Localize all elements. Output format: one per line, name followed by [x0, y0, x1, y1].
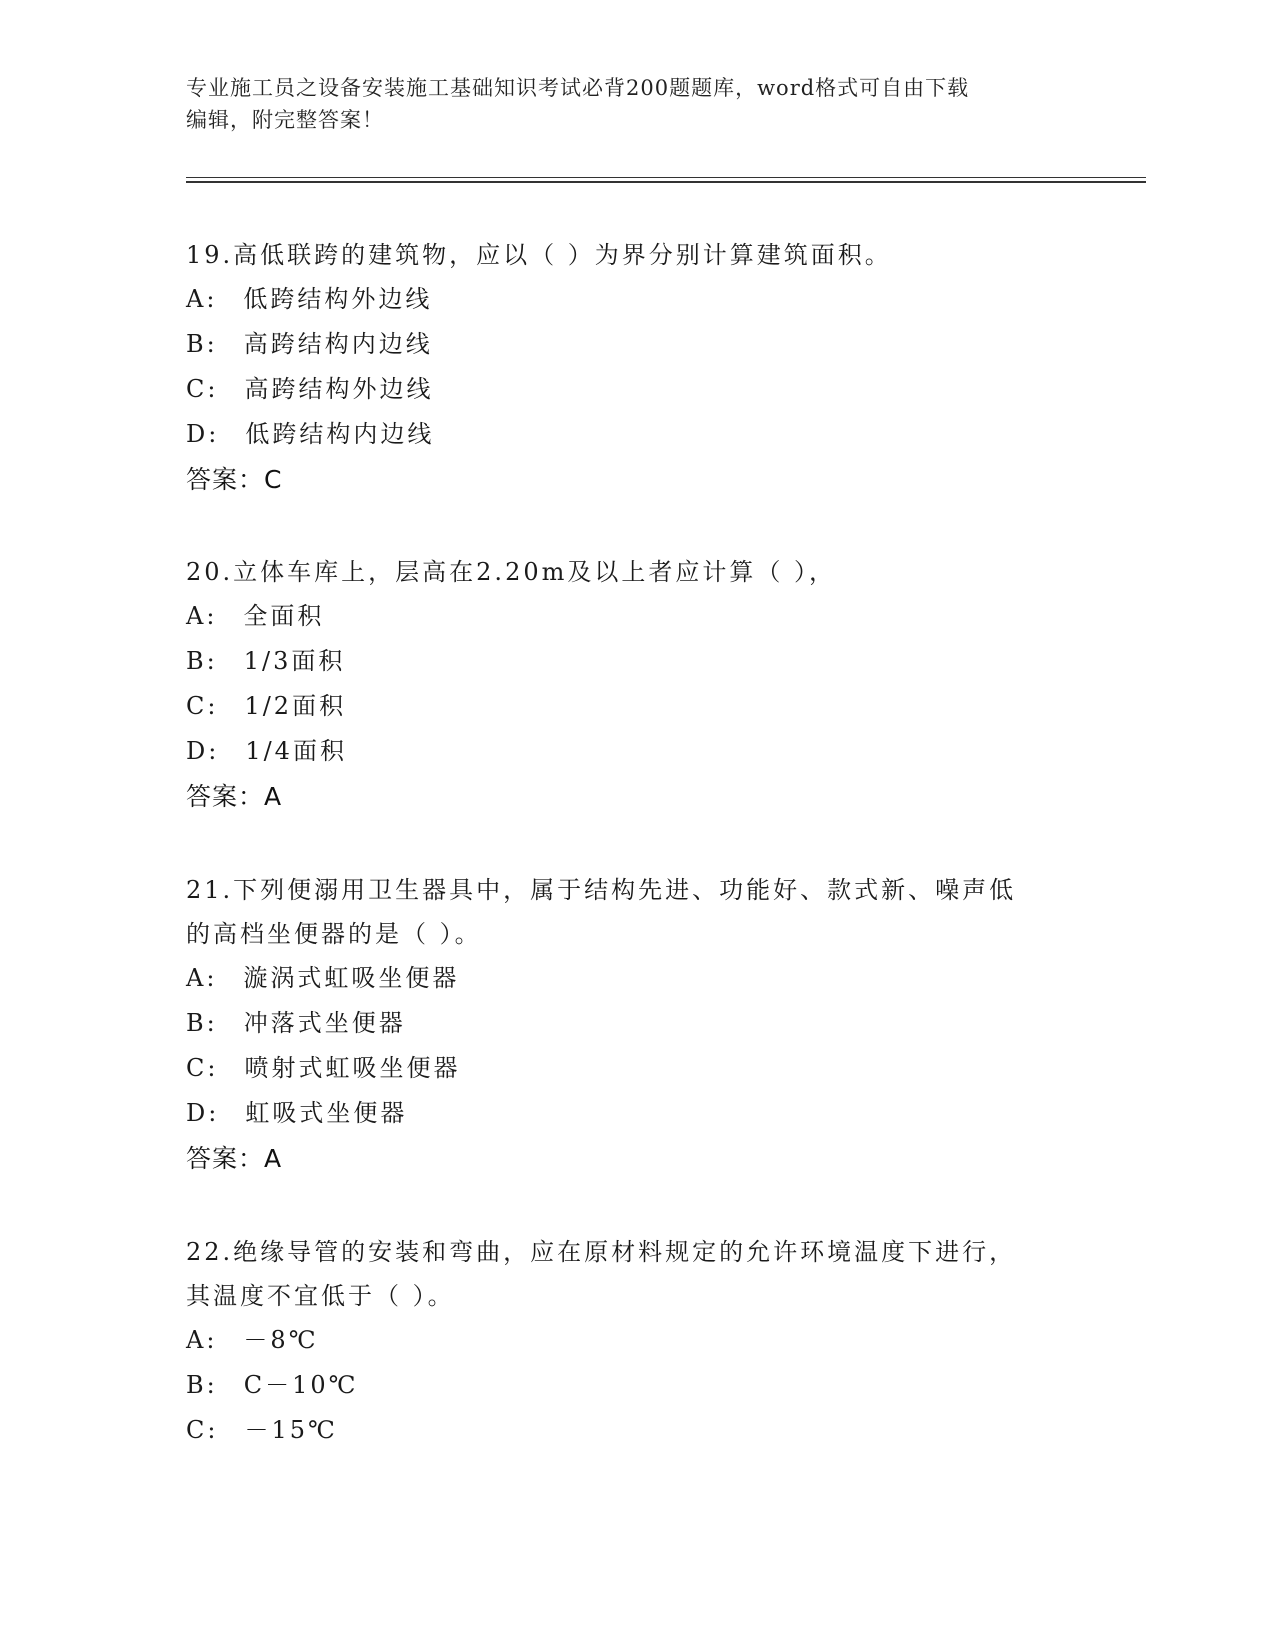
option-text: 1/3面积	[243, 647, 346, 675]
option-letter: D:	[186, 1099, 220, 1127]
question-stem: 22.绝缘导管的安装和弯曲，应在原材料规定的允许环境温度下进行，	[186, 1238, 1017, 1266]
option-letter: B:	[186, 1371, 218, 1399]
option-b	[186, 639, 1086, 684]
option-letter: D:	[186, 737, 220, 765]
header-divider-thin	[186, 177, 1146, 178]
option-b	[186, 1001, 1086, 1046]
option-letter: A:	[186, 285, 218, 313]
option-text: 高跨结构内边线	[243, 330, 433, 358]
option-a	[186, 1318, 1086, 1363]
option-c	[186, 684, 1086, 729]
option-text: 高跨结构外边线	[244, 375, 434, 403]
option-text: 虹吸式坐便器	[245, 1099, 408, 1127]
option-letter: C:	[186, 1416, 219, 1444]
option-a	[186, 956, 1086, 1001]
option-letter: B:	[186, 1009, 218, 1037]
option-c	[186, 367, 1086, 412]
answer-line: 答案：A	[186, 1144, 283, 1173]
option-text: 漩涡式虹吸坐便器	[243, 964, 460, 992]
option-c	[186, 1408, 1086, 1453]
option-b	[186, 1363, 1086, 1408]
question-19	[186, 233, 1086, 503]
question-stem-continued: 其温度不宜低于（ ）。	[186, 1282, 455, 1310]
option-text: 低跨结构内边线	[245, 420, 435, 448]
option-b	[186, 322, 1086, 367]
option-text: 全面积	[243, 602, 325, 630]
option-a	[186, 277, 1086, 322]
option-text: 低跨结构外边线	[243, 285, 433, 313]
question-21	[186, 868, 1086, 1182]
question-stem: 21.下列便溺用卫生器具中，属于结构先进、功能好、款式新、噪声低	[186, 876, 1017, 904]
document-header	[186, 72, 1066, 136]
answer-line: 答案：C	[186, 465, 283, 494]
option-text: C－10℃	[243, 1371, 359, 1399]
option-text: 喷射式虹吸坐便器	[244, 1054, 461, 1082]
option-letter: D:	[186, 420, 220, 448]
option-text: －8℃	[243, 1326, 319, 1354]
question-stem: 19.高低联跨的建筑物，应以（ ）为界分别计算建筑面积。	[186, 241, 892, 269]
option-d	[186, 729, 1086, 774]
option-text: 冲落式坐便器	[243, 1009, 406, 1037]
header-line-1: 专业施工员之设备安装施工基础知识考试必背200题题库，word格式可自由下载	[186, 76, 970, 100]
option-text: 1/4面积	[245, 737, 347, 765]
option-letter: A:	[186, 1326, 218, 1354]
header-divider-thick	[186, 181, 1146, 183]
option-letter: B:	[186, 647, 218, 675]
option-text: －15℃	[244, 1416, 338, 1444]
option-letter: C:	[186, 1054, 219, 1082]
question-stem: 20.立体车库上，层高在2.20m及以上者应计算（ ），	[186, 558, 836, 586]
option-letter: A:	[186, 964, 218, 992]
header-line-2: 编辑，附完整答案！	[186, 108, 384, 132]
option-text: 1/2面积	[244, 692, 347, 720]
option-letter: C:	[186, 375, 219, 403]
answer-line: 答案：A	[186, 782, 283, 811]
question-22	[186, 1230, 1086, 1453]
option-d	[186, 1091, 1086, 1136]
question-stem-continued: 的高档坐便器的是（ ）。	[186, 920, 482, 948]
option-d	[186, 412, 1086, 457]
option-c	[186, 1046, 1086, 1091]
option-a	[186, 594, 1086, 639]
question-20	[186, 550, 1086, 820]
option-letter: C:	[186, 692, 219, 720]
option-letter: B:	[186, 330, 218, 358]
option-letter: A:	[186, 602, 218, 630]
